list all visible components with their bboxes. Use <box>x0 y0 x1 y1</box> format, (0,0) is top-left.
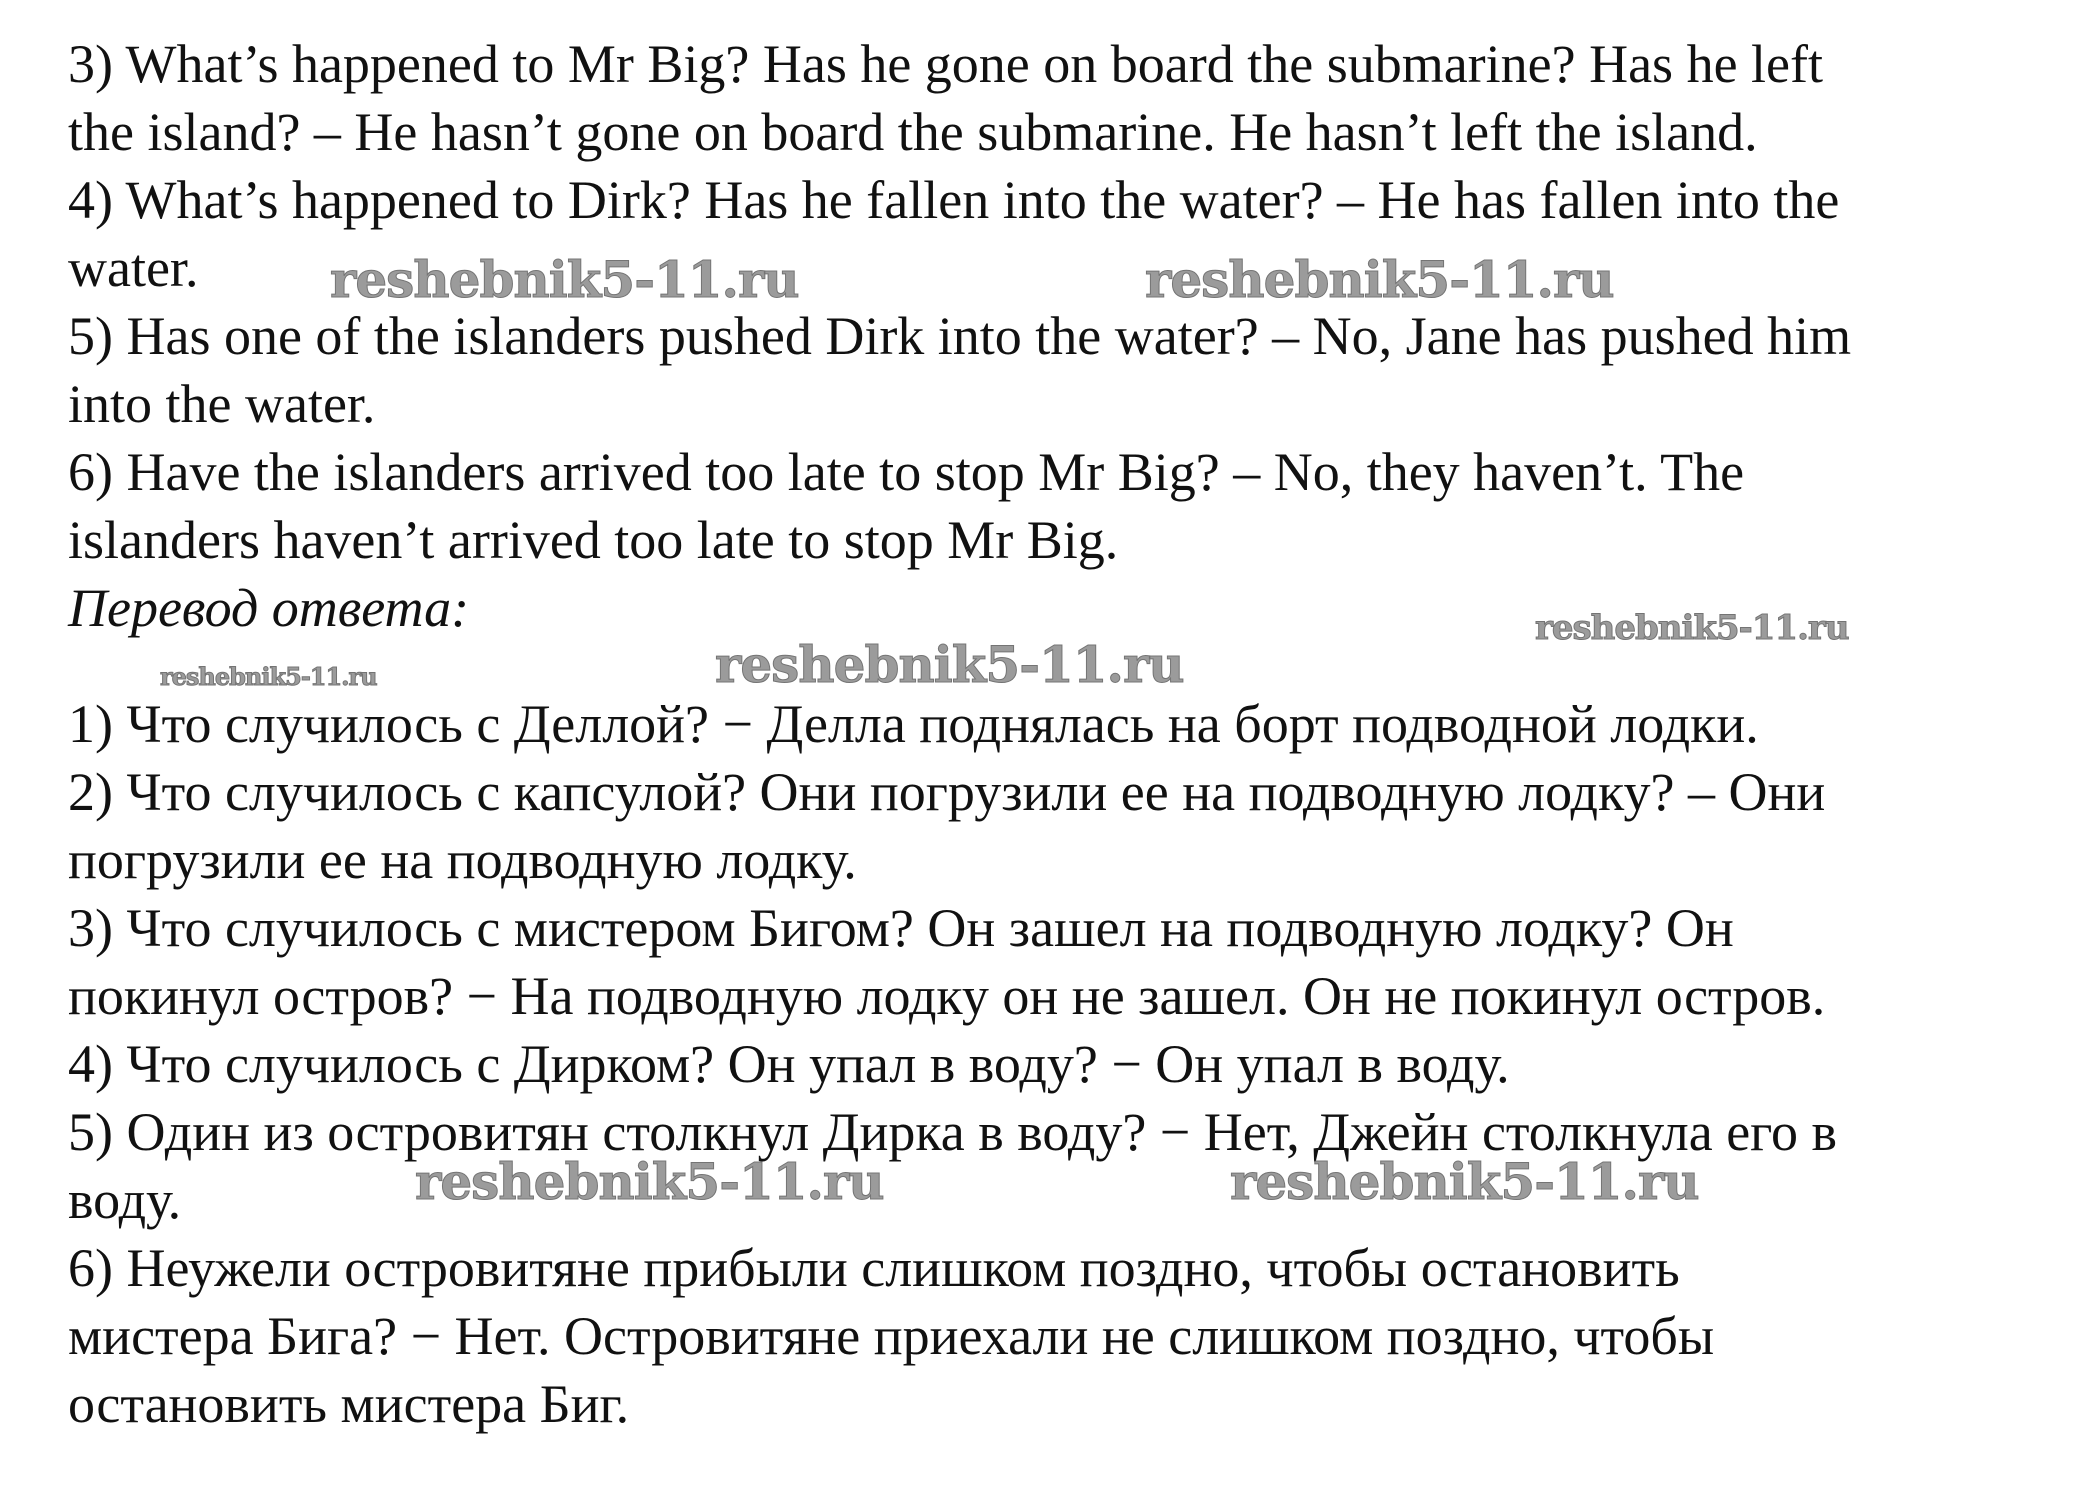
text-line: islanders haven’t arrived too late to stop Mr Big. <box>68 510 1119 570</box>
text-line: 3) Что случилось с мистером Бигом? Он зашел на подводную лодку? Он <box>68 898 1734 958</box>
text-line: 6) Have the islanders arrived too late to stop Mr Big? – No, they haven’t. The <box>68 442 1745 502</box>
watermark: reshebnik5-11.ru <box>160 662 377 691</box>
text-line: water. <box>68 238 199 298</box>
text-line: the island? – He hasn’t gone on board the submarine. He hasn’t left the island. <box>68 102 1758 162</box>
watermark: reshebnik5-11.ru <box>330 250 799 309</box>
watermark: reshebnik5-11.ru <box>1230 1152 1699 1211</box>
watermark: reshebnik5-11.ru <box>1145 250 1614 309</box>
text-line: погрузили ее на подводную лодку. <box>68 830 857 890</box>
text-line: 2) Что случилось с капсулой? Они погрузили ее на подводную лодку? – Они <box>68 762 1826 822</box>
text-line: остановить мистера Биг. <box>68 1374 630 1434</box>
text-line: into the water. <box>68 374 376 434</box>
section-heading: Перевод ответа: <box>68 578 470 638</box>
text-line: 6) Неужели островитяне прибыли слишком поздно, чтобы остановить <box>68 1238 1680 1298</box>
text-line: воду. <box>68 1170 182 1230</box>
watermark: reshebnik5-11.ru <box>1535 608 1849 648</box>
text-line: мистера Бига? − Нет. Островитяне приехали не слишком поздно, чтобы <box>68 1306 1715 1366</box>
text-line: 3) What’s happened to Mr Big? Has he gone on board the submarine? Has he left <box>68 34 1823 94</box>
text-line: покинул остров? − На подводную лодку он не зашел. Он не покинул остров. <box>68 966 1826 1026</box>
text-line: 4) Что случилось с Дирком? Он упал в воду? − Он упал в воду. <box>68 1034 1510 1094</box>
watermark: reshebnik5-11.ru <box>415 1152 884 1211</box>
text-line: 1) Что случилось с Деллой? − Делла поднялась на борт подводной лодки. <box>68 694 1759 754</box>
text-line: 5) Один из островитян столкнул Дирка в воду? − Нет, Джейн столкнула его в <box>68 1102 1837 1162</box>
text-line: 5) Has one of the islanders pushed Dirk into the water? – No, Jane has pushed him <box>68 306 1852 366</box>
text-line: 4) What’s happened to Dirk? Has he fallen into the water? – He has fallen into the <box>68 170 1840 230</box>
watermark: reshebnik5-11.ru <box>715 635 1184 694</box>
